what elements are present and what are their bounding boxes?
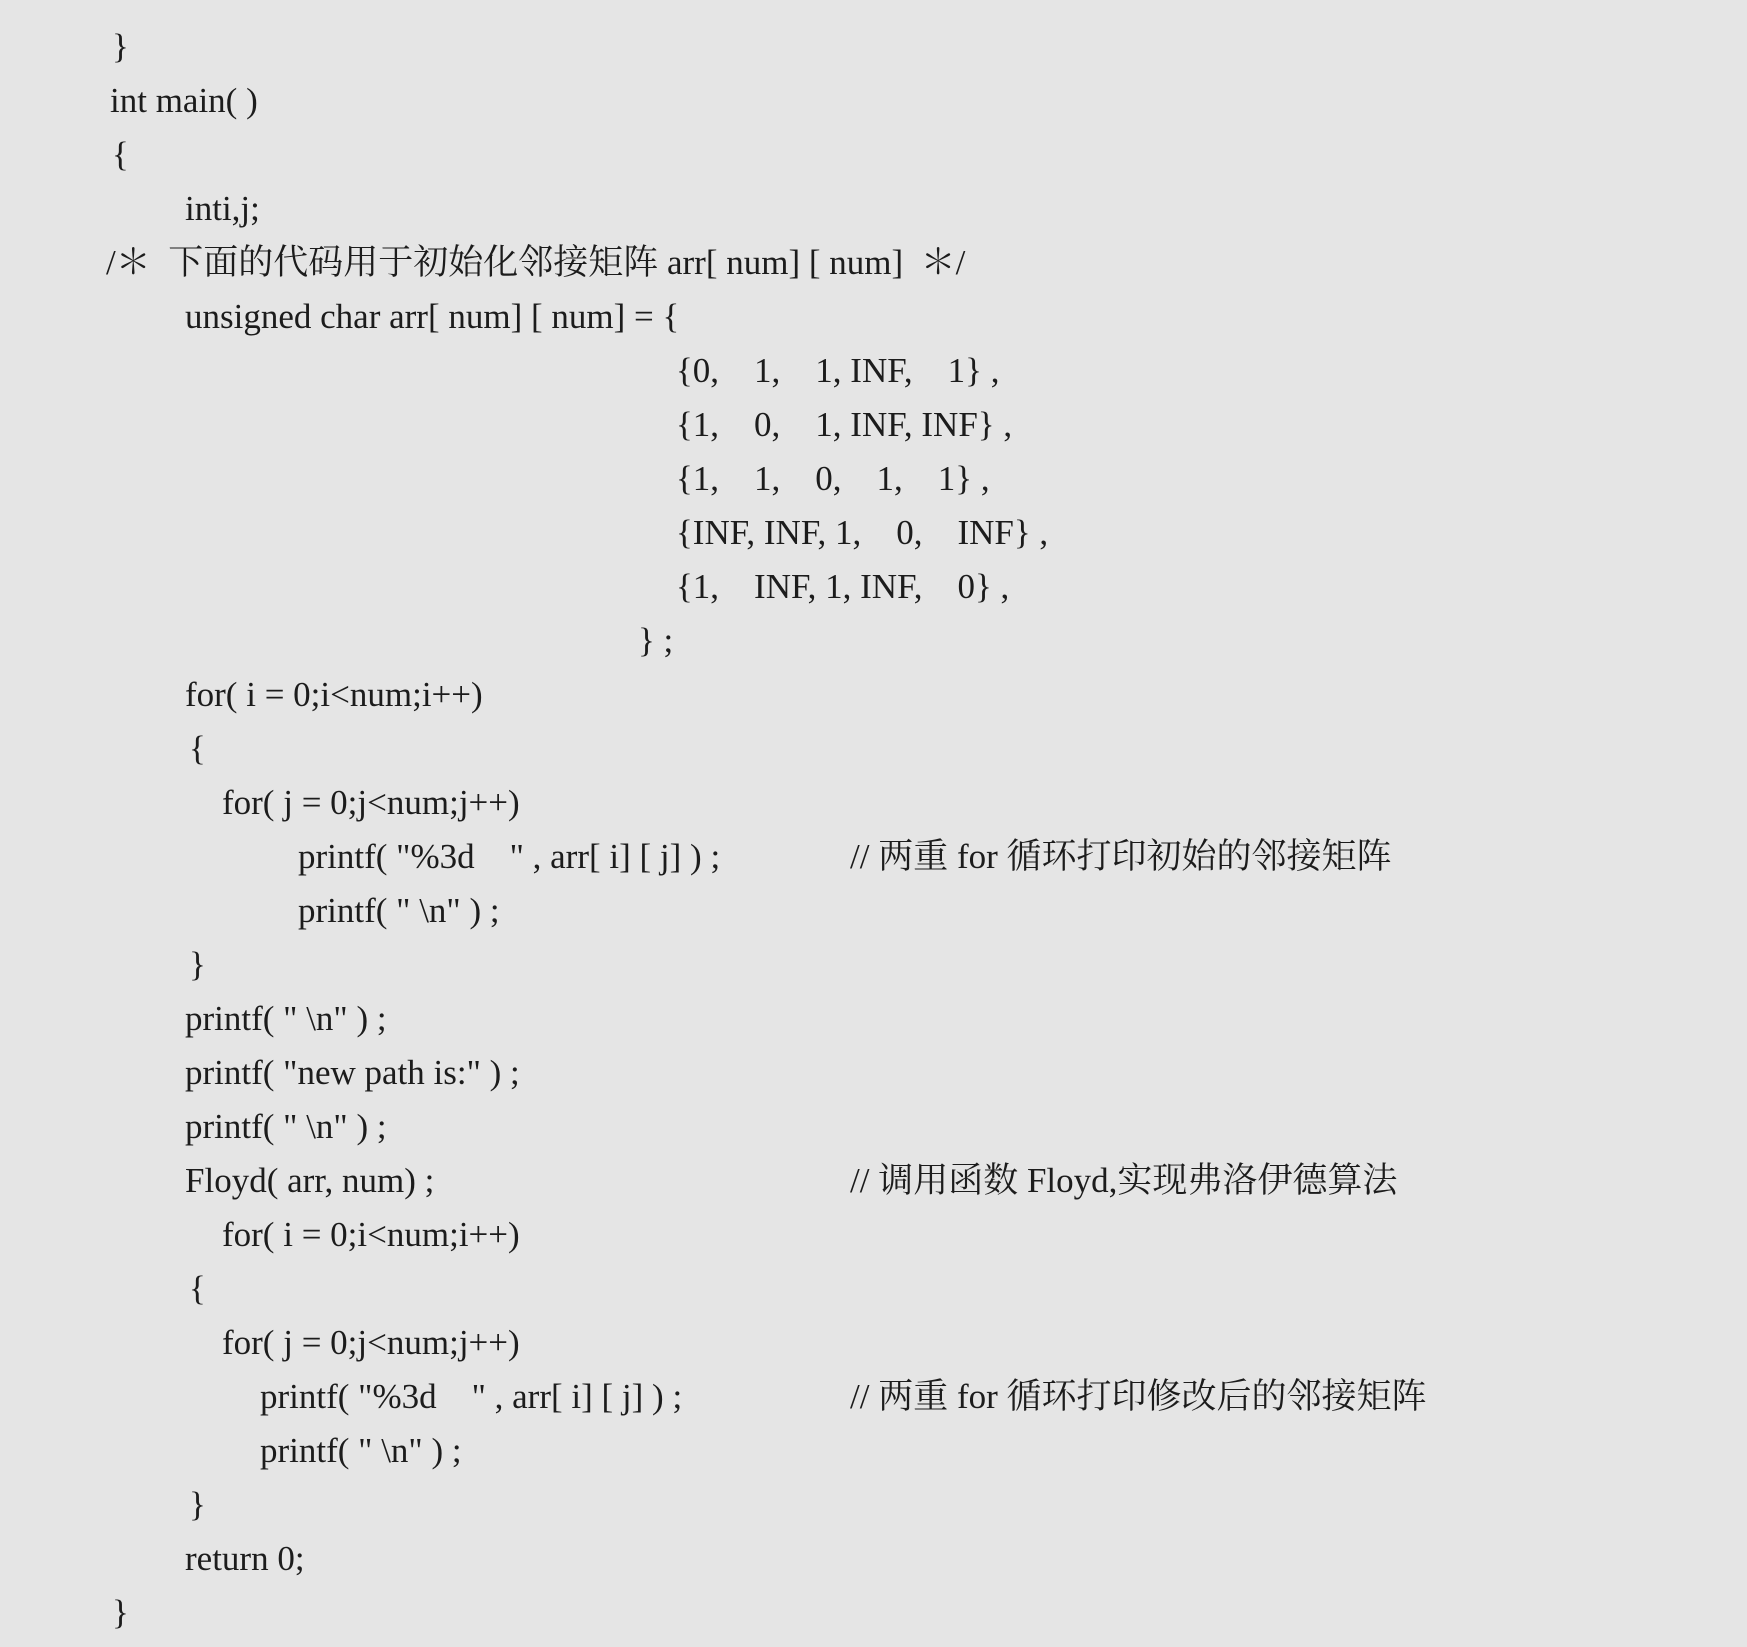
array-declaration: unsigned char arr[ num] [ num] = { [185,297,680,336]
closing-brace: } [112,1593,129,1632]
loop-opening-brace: { [189,1269,206,1308]
matrix-row: {1, INF, 1, INF, 0} , [676,567,1010,606]
inner-for-loop: for( j = 0;j<num;j++) [222,1323,520,1362]
printf-newline: printf( " \n" ) ; [185,1107,387,1146]
printf-newline: printf( " \n" ) ; [260,1431,462,1470]
opening-brace: { [112,135,129,174]
outer-for-loop: for( i = 0;i<num;i++) [222,1215,520,1254]
printf-newline: printf( " \n" ) ; [298,891,500,930]
inline-comment: // 两重 for 循环打印修改后的邻接矩阵 [850,1377,1427,1416]
printf-new-path: printf( "new path is:" ) ; [185,1053,520,1092]
floyd-call: Floyd( arr, num) ; [185,1161,435,1200]
inline-comment: // 两重 for 循环打印初始的邻接矩阵 [850,837,1392,876]
matrix-row: {1, 1, 0, 1, 1} , [676,459,990,498]
matrix-row: {INF, INF, 1, 0, INF} , [676,513,1049,552]
matrix-row: {0, 1, 1, INF, 1} , [676,351,1000,390]
return-statement: return 0; [185,1539,305,1578]
matrix-closing: } ; [638,621,674,660]
loop-closing-brace: } [189,1485,206,1524]
closing-brace: } [112,27,129,66]
printf-element: printf( "%3d " , arr[ i] [ j] ) ; [298,837,721,876]
loop-closing-brace: } [189,945,206,984]
outer-for-loop: for( i = 0;i<num;i++) [185,675,483,714]
variable-declaration: inti,j; [185,189,260,228]
block-comment: /＊ 下面的代码用于初始化邻接矩阵 arr[ num] [ num] ＊/ [106,243,966,282]
inner-for-loop: for( j = 0;j<num;j++) [222,783,520,822]
printf-newline: printf( " \n" ) ; [185,999,387,1038]
main-signature: int main( ) [110,81,258,120]
printf-element: printf( "%3d " , arr[ i] [ j] ) ; [260,1377,683,1416]
matrix-row: {1, 0, 1, INF, INF} , [676,405,1013,444]
inline-comment: // 调用函数 Floyd,实现弗洛伊德算法 [850,1161,1398,1200]
loop-opening-brace: { [189,729,206,768]
